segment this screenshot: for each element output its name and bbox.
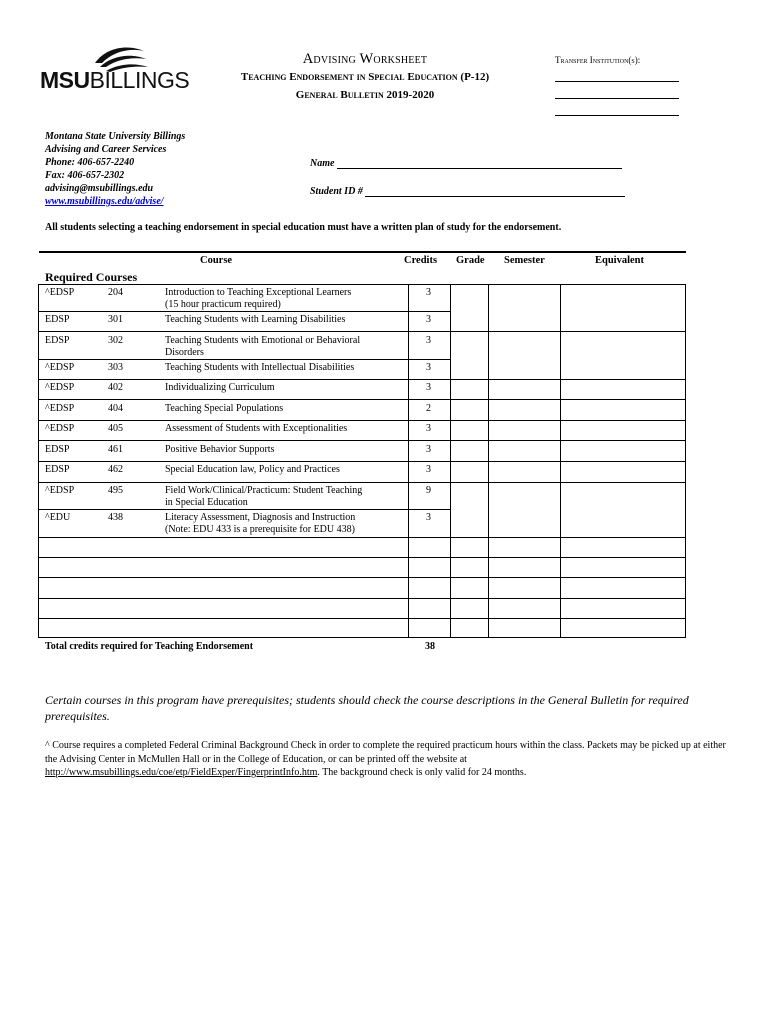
course-table-grid — [38, 284, 686, 638]
course-number: 495 — [108, 485, 123, 496]
course-title: Teaching Students with Learning Disabilities — [165, 314, 346, 325]
course-title: Individualizing Curriculum — [165, 382, 275, 393]
course-title-line2: (Note: EDU 433 is a prerequisite for EDU 438) — [165, 524, 355, 535]
course-prefix: ^EDSP — [45, 382, 75, 393]
course-number: 438 — [108, 512, 123, 523]
course-prefix: EDSP — [45, 444, 70, 455]
course-prefix: ^EDSP — [45, 423, 75, 434]
course-title: Teaching Special Populations — [165, 403, 284, 414]
course-credits: 3 — [426, 512, 431, 523]
student-id-label: Student ID # — [310, 186, 363, 197]
course-credits: 3 — [426, 382, 431, 393]
header-equivalent: Equivalent — [595, 255, 645, 266]
transfer-institutions — [555, 55, 685, 116]
page-subtitle: Teaching Endorsement in Special Education (P-12) — [240, 71, 490, 83]
fingerprint-info-link[interactable]: http://www.msubillings.edu/coe/etp/FieldExper/FingerprintInfo.htm — [45, 767, 318, 778]
total-label: Total credits required for Teaching Endorsement — [45, 641, 254, 652]
header-grade: Grade — [456, 255, 485, 266]
header-course: Course — [200, 255, 233, 266]
course-title: Teaching Students with Intellectual Disabilities — [165, 362, 355, 373]
course-credits: 3 — [426, 362, 431, 373]
header-credits: Credits — [404, 255, 438, 266]
course-prefix: EDSP — [45, 335, 70, 346]
course-credits: 3 — [426, 444, 431, 455]
course-title: Positive Behavior Supports — [165, 444, 275, 455]
total-credits: 38 — [425, 641, 435, 652]
bulletin-year: General Bulletin 2019-2020 — [295, 89, 435, 101]
website-link[interactable]: www.msubillings.edu/advise/ — [45, 196, 164, 207]
course-prefix: ^EDSP — [45, 485, 75, 496]
phone: Phone: 406-657-2240 — [45, 157, 135, 168]
course-credits: 3 — [426, 287, 431, 298]
msu-billings-logo: MSUBILLINGS — [40, 45, 192, 95]
prerequisite-note: Certain courses in this program have prerequisites; students should check the course descriptions in the General Bulletin for required prerequisites. — [45, 693, 689, 723]
course-title: Teaching Students with Emotional or Behavioral — [165, 335, 361, 346]
course-title: Literacy Assessment, Diagnosis and Instruction — [165, 512, 356, 523]
course-title: Special Education law, Policy and Practices — [165, 464, 340, 475]
student-id-input[interactable] — [365, 185, 625, 197]
course-credits: 2 — [426, 403, 431, 414]
course-credits: 3 — [426, 464, 431, 475]
course-prefix: ^EDSP — [45, 403, 75, 414]
course-credits: 3 — [426, 335, 431, 346]
course-title: Field Work/Clinical/Practicum: Student Teaching — [165, 485, 363, 496]
course-number: 303 — [108, 362, 123, 373]
transfer-field-2[interactable] — [555, 82, 679, 99]
email: advising@msubillings.edu — [45, 183, 154, 194]
transfer-label: Transfer Institution(s): — [555, 55, 641, 65]
course-title-line2: Disorders — [165, 347, 204, 358]
course-number: 301 — [108, 314, 123, 325]
header-semester: Semester — [504, 255, 545, 266]
page-title: Advising Worksheet — [302, 51, 428, 67]
transfer-field-3[interactable] — [555, 99, 679, 116]
course-prefix: EDSP — [45, 314, 70, 325]
course-number: 402 — [108, 382, 123, 393]
name-label: Name — [310, 158, 335, 169]
course-number: 405 — [108, 423, 123, 434]
course-title: Introduction to Teaching Exceptional Learners — [165, 287, 352, 298]
contact-info — [45, 130, 185, 208]
org-name: Montana State University Billings — [45, 131, 186, 142]
course-credits: 9 — [426, 485, 431, 496]
course-number: 404 — [108, 403, 123, 414]
course-number: 462 — [108, 464, 123, 475]
fax: Fax: 406-657-2302 — [45, 170, 125, 181]
course-title: Assessment of Students with Exceptionalities — [165, 423, 348, 434]
course-credits: 3 — [426, 423, 431, 434]
required-courses-title: Required Courses — [45, 270, 138, 284]
course-title-line2: (15 hour practicum required) — [165, 299, 281, 310]
dept-name: Advising and Career Services — [45, 144, 167, 155]
course-prefix: ^EDSP — [45, 362, 75, 373]
student-id-field[interactable] — [310, 185, 625, 197]
name-field[interactable] — [310, 157, 622, 169]
course-title-line2: in Special Education — [165, 497, 248, 508]
course-number: 302 — [108, 335, 123, 346]
table-top-rule — [39, 251, 686, 253]
course-number: 204 — [108, 287, 123, 298]
course-prefix: EDSP — [45, 464, 70, 475]
course-prefix: ^EDU — [45, 512, 71, 523]
course-prefix: ^EDSP — [45, 287, 75, 298]
intro-text: All students selecting a teaching endorsement in special education must have a written plan of study for the endorsement. — [45, 222, 562, 233]
title-block — [205, 50, 525, 104]
transfer-field-1[interactable] — [555, 65, 679, 82]
course-number: 461 — [108, 444, 123, 455]
background-check-note: ^ Course requires a completed Federal Criminal Background Check in order to complete the required practicum hours within the class. Packets may be picked up at either the Advising Center in McMullen Hall or in the College of Education, or can be printed off the website at http://www.msubillings.edu/coe/etp/FieldExper/FingerprintInfo.htm. The background check is only valid for 24 months. — [45, 740, 726, 778]
name-input[interactable] — [337, 157, 622, 169]
course-credits: 3 — [426, 314, 431, 325]
